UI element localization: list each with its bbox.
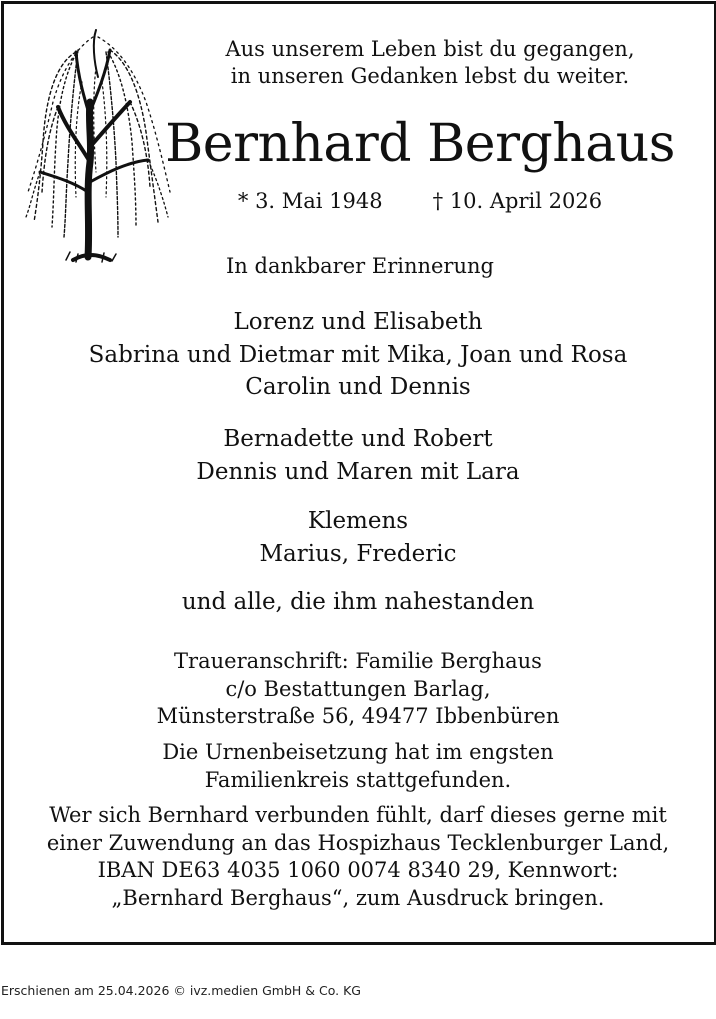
death-date: † 10. April 2026 <box>432 189 603 213</box>
address-line: Traueranschrift: Familie Berghaus <box>174 649 542 673</box>
weeping-willow-icon <box>18 22 178 267</box>
quote-line: Aus unserem Leben bist du gegangen, <box>225 37 635 61</box>
deceased-name: Bernhard Berghaus <box>165 114 675 174</box>
donation-line: einer Zuwendung an das Hospizhaus Tecklenburger Land, <box>46 830 670 855</box>
gratitude-line: In dankbarer Erinnerung <box>226 254 494 278</box>
donation-line: IBAN DE63 4035 1060 0074 8340 29, Kennwort: <box>97 858 619 882</box>
family-group-3 <box>0 505 716 570</box>
family-line: Lorenz und Elisabeth <box>233 309 483 335</box>
urn-line: Familienkreis stattgefunden. <box>204 767 512 792</box>
address-line: c/o Bestattungen Barlag, <box>225 676 491 701</box>
family-line: Sabrina und Dietmar mit Mika, Joan und Rosa <box>88 341 628 368</box>
family-line: Carolin und Dennis <box>245 374 471 400</box>
life-dates <box>230 187 610 215</box>
donation-notice <box>0 802 716 912</box>
urn-line: Die Urnenbeisetzung hat im engsten <box>162 740 554 764</box>
memorial-quote <box>160 36 700 90</box>
family-line: Bernadette und Robert <box>223 426 493 452</box>
quote-line: in unseren Gedanken lebst du weiter. <box>230 64 630 88</box>
family-group-1 <box>0 306 716 404</box>
mourning-address <box>0 648 716 731</box>
donation-line: Wer sich Bernhard verbunden fühlt, darf dieses gerne mit <box>49 803 667 827</box>
family-line: Klemens <box>307 508 409 534</box>
family-closing: und alle, die ihm nahestanden <box>181 589 535 615</box>
urn-notice <box>0 739 716 794</box>
family-line: Dennis und Maren mit Lara <box>196 458 520 485</box>
family-group-2 <box>0 423 716 488</box>
publication-footer: Erschienen am 25.04.2026 © ivz.medien GmbH & Co. KG <box>1 983 361 998</box>
birth-date: * 3. Mai 1948 <box>237 189 383 213</box>
address-line: Münsterstraße 56, 49477 Ibbenbüren <box>156 704 560 728</box>
family-line: Marius, Frederic <box>259 540 457 567</box>
donation-line: „Bernhard Berghaus“, zum Ausdruck bringen. <box>111 885 605 910</box>
